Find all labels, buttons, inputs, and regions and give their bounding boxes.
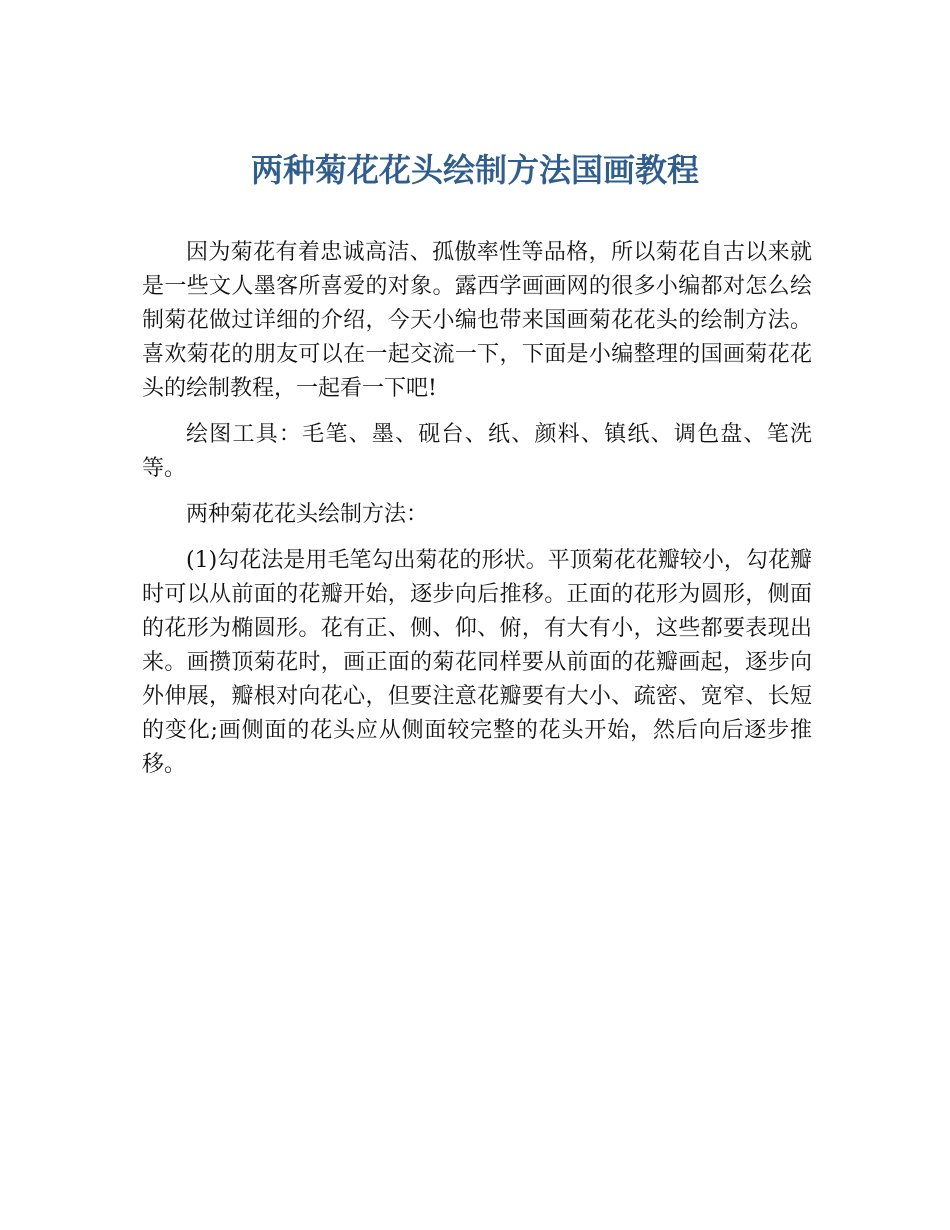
paragraph-methods-heading: 两种菊花花头绘制方法： xyxy=(186,502,429,527)
paragraph-intro: 因为菊花有着忠诚高洁、孤傲率性等品格，所以菊花自古以来就是一些文人墨客所喜爱的对象。露西学画画网的很多小编都对怎么绘制菊花做过详细的介绍，今天小编也带来国画菊花花头的绘制方法。喜欢菊花的朋友可以在一起交流一下，下面是小编整理的国画菊花花头的绘制教程，一起看一下吧! xyxy=(142,240,812,401)
document-body xyxy=(142,236,812,794)
paragraph-method-1: (1)勾花法是用毛笔勾出菊花的形状。平顶菊花花瓣较小，勾花瓣时可以从前面的花瓣开始，逐步向后推移。正面的花形为圆形，侧面的花形为椭圆形。花有正、侧、仰、俯，有大有小，这些都要表现出来。画攒顶菊花时，画正面的菊花同样要从前面的花瓣画起，逐步向外伸展，瓣根对向花心，但要注意花瓣要有大小、疏密、宽窄、长短的变化;画侧面的花头应从侧面较完整的花头开始，然后向后逐步推移。 xyxy=(142,548,812,777)
paragraph-tools: 绘图工具：毛笔、墨、砚台、纸、颜料、镇纸、调色盘、笔洗等。 xyxy=(142,422,812,481)
document-title: 两种菊花花头绘制方法国画教程 xyxy=(250,151,699,189)
